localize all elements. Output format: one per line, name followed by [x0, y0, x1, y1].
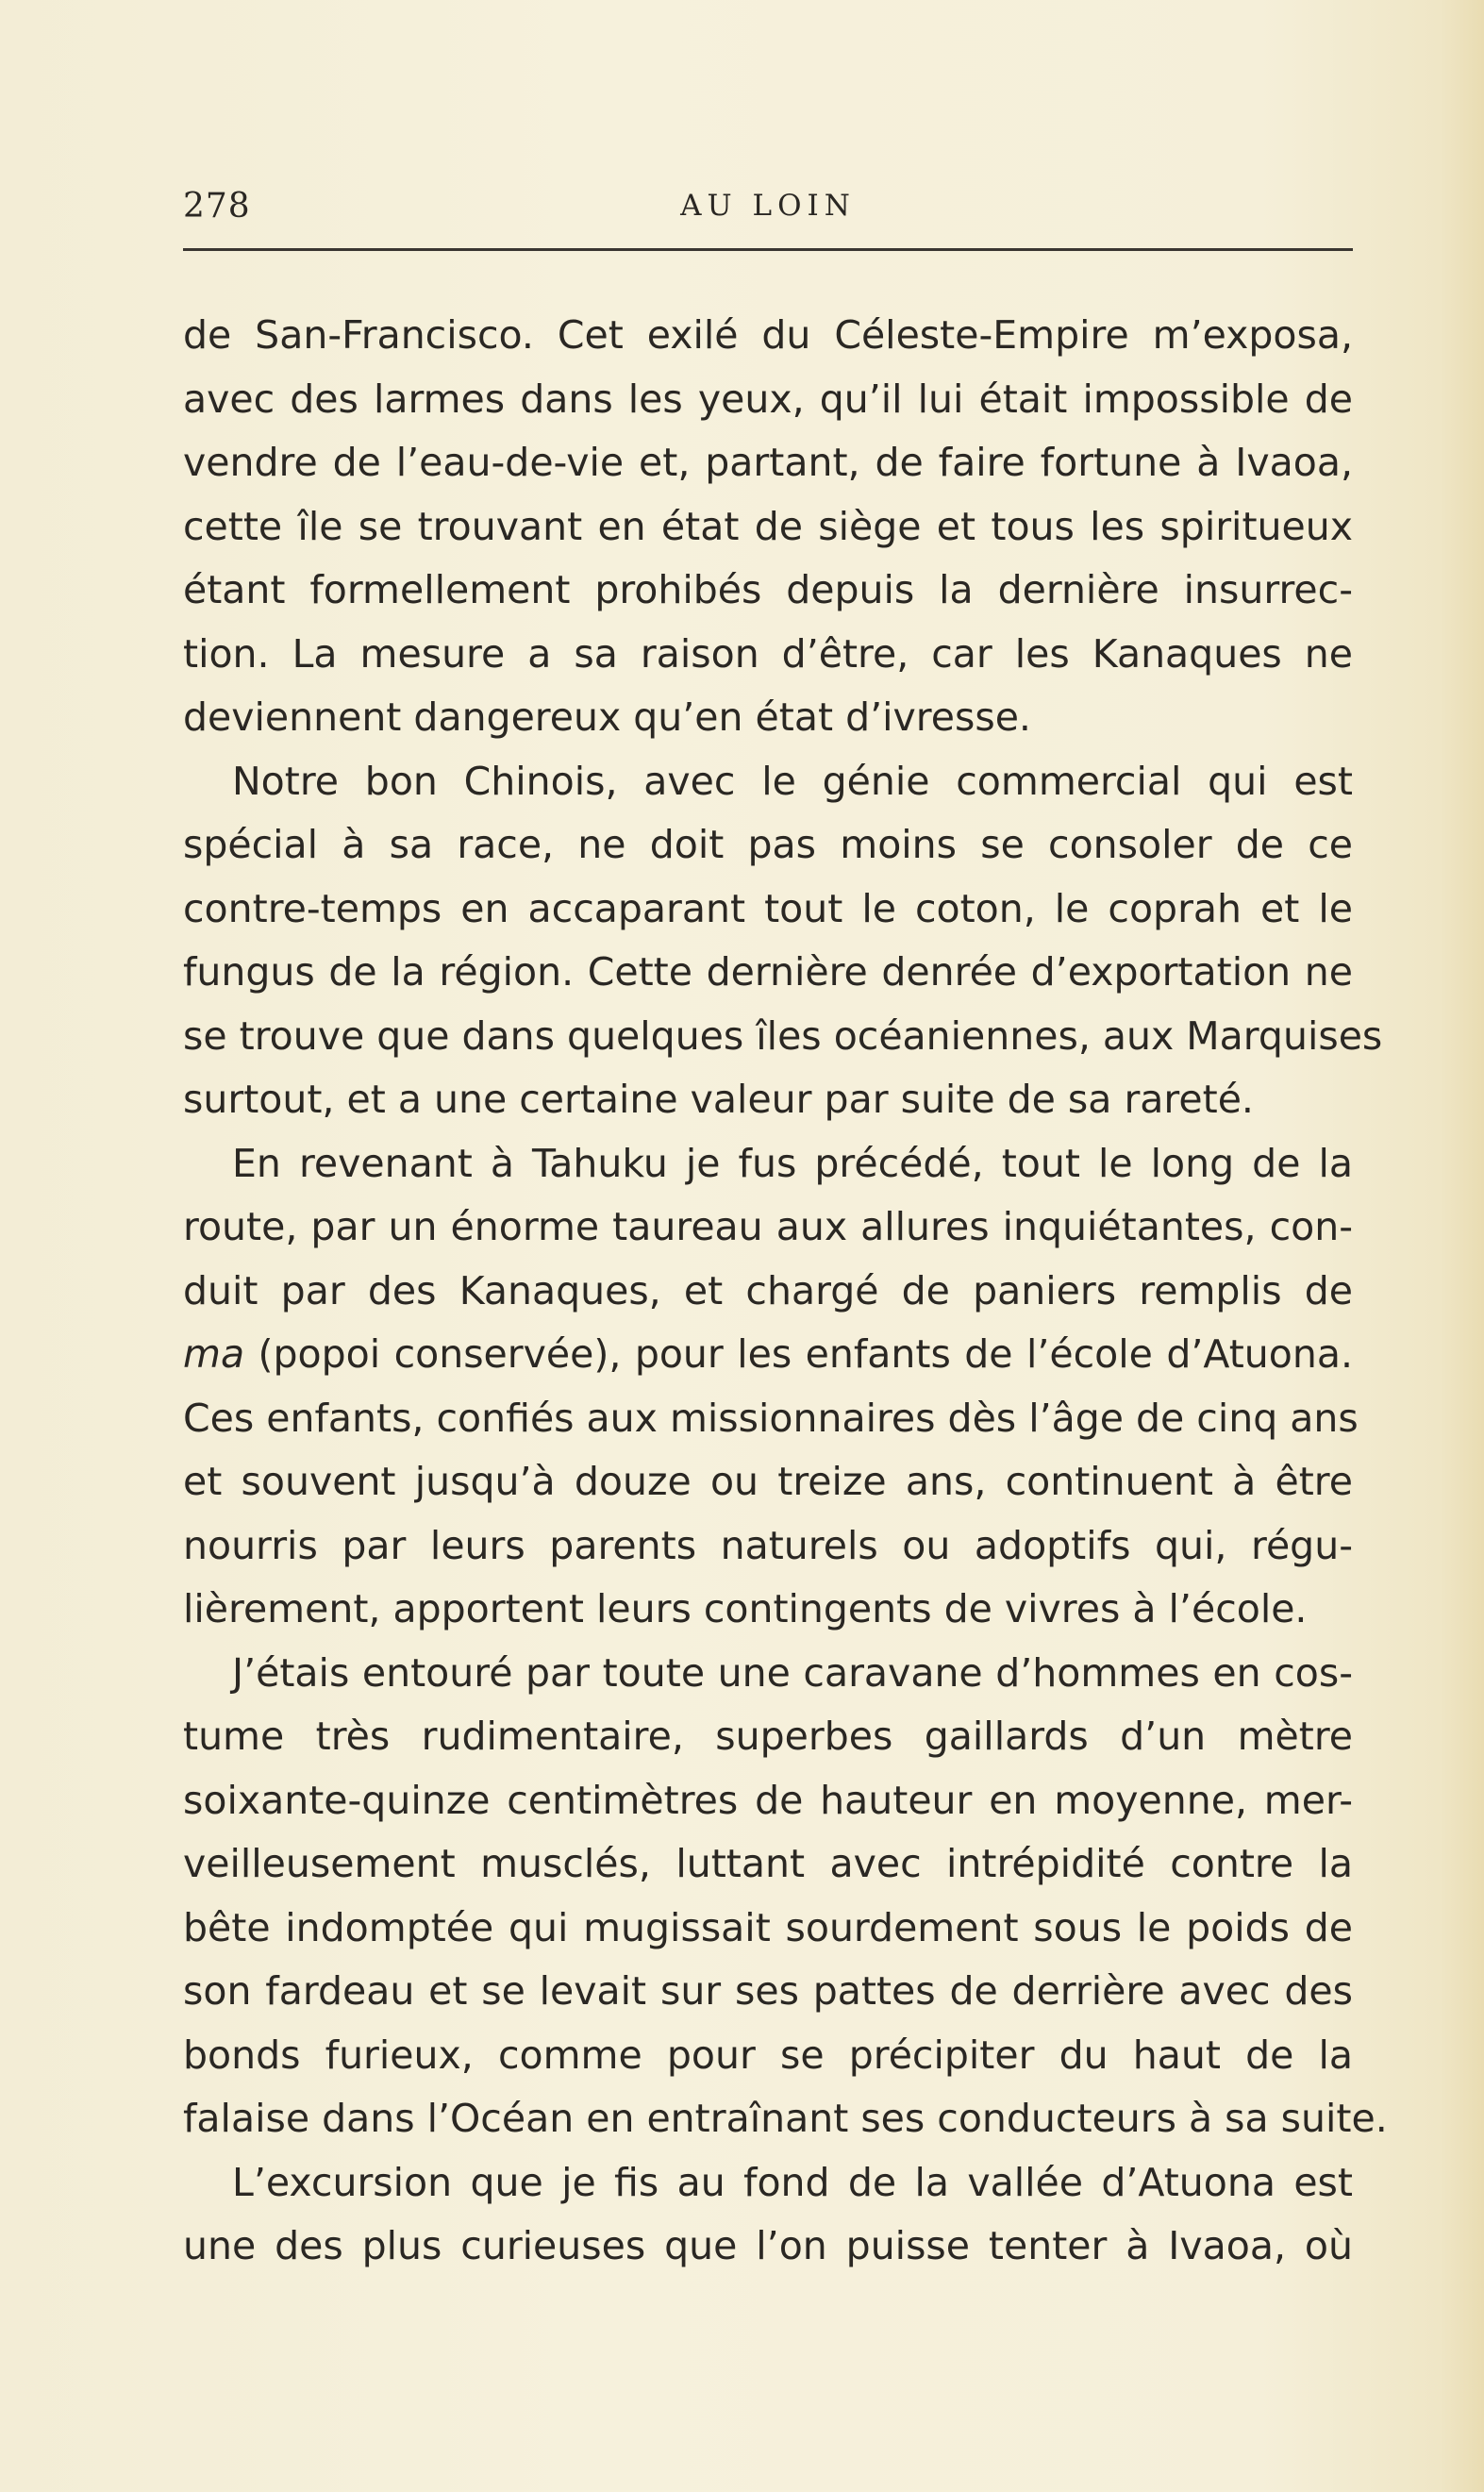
text-line: avec des larmes dans les yeux, qu’il lui était impossible de [183, 376, 1353, 422]
text-line: fungus de la région. Cette dernière denrée d’exportation ne [183, 949, 1353, 995]
text-line: spécial à sa race, ne doit pas moins se consoler de ce [183, 822, 1353, 867]
text-line: falaise dans l’Océan en entraînant ses conducteurs à sa suite. [183, 2096, 1388, 2141]
text-line: se trouve que dans quelques îles océaniennes, aux Marquises [183, 1012, 1383, 1059]
text-line: lièrement, apportent leurs contingents de vivres à l’école. [183, 1586, 1308, 1631]
text-line: et souvent jusqu’à douze ou treize ans, continuent à être [183, 1459, 1353, 1504]
text-line-with-italic [183, 1323, 1353, 1387]
text-line: vendre de l’eau-de-vie et, partant, de faire fortune à Ivaoa, [183, 440, 1353, 485]
text-line: soixante-quinze centimètres de hauteur en moyenne, mer- [183, 1777, 1353, 1823]
italic-word: ma [183, 1331, 245, 1377]
page-header [183, 187, 1353, 234]
text-line: contre-temps en accaparant tout le coton, le coprah et le [183, 885, 1353, 931]
text-line: nourris par leurs parents naturels ou adoptifs qui, régu- [183, 1522, 1353, 1568]
running-title: AU LOIN [680, 189, 856, 223]
text-line: En revenant à Tahuku je fus précédé, tout le long de la [232, 1140, 1353, 1186]
text-line: surtout, et a une certaine valeur par suite de sa rareté. [183, 1077, 1254, 1122]
body-text [183, 304, 1388, 2279]
text-line: son fardeau et se levait sur ses pattes de derrière avec des [183, 1968, 1353, 2014]
text-line: deviennent dangereux qu’en état d’ivresse. [183, 694, 1031, 740]
text-line: veilleusement musclés, luttant avec intrépidité contre la [183, 1841, 1353, 1886]
text-line: Notre bon Chinois, avec le génie commercial qui est [232, 758, 1353, 804]
text-line: route, par un énorme taureau aux allures inquiétantes, con- [183, 1204, 1353, 1249]
text-line: L’excursion que je fis au fond de la vallée d’Atuona est [232, 2159, 1353, 2205]
text-line: bête indomptée qui mugissait sourdement sous le poids de [183, 1904, 1353, 1950]
line-remainder: (popoi conservée), pour les enfants de l’école d’Atuona. [258, 1331, 1353, 1377]
text-line: tion. La mesure a sa raison d’être, car les Kanaques ne [183, 630, 1353, 677]
text-line: une des plus curieuses que l’on puisse tenter à Ivaoa, où [183, 2223, 1353, 2268]
text-line: J’étais entouré par toute une caravane d’hommes en cos- [232, 1649, 1353, 1696]
text-line: étant formellement prohibés depuis la dernière insurrec- [183, 567, 1353, 612]
page-number: 278 [183, 187, 251, 226]
text-line: Ces enfants, confiés aux missionnaires dès l’âge de cinq ans [183, 1395, 1359, 1441]
text-line: cette île se trouvant en état de siège et tous les spiritueux [183, 503, 1353, 549]
header-rule [183, 248, 1353, 251]
text-line: de San-Francisco. Cet exilé du Céleste-Empire m’exposa, [183, 312, 1353, 358]
text-line: tume très rudimentaire, superbes gaillards d’un mètre [183, 1714, 1353, 1759]
text-line: bonds furieux, comme pour se précipiter du haut de la [183, 2032, 1353, 2078]
text-line: duit par des Kanaques, et chargé de paniers remplis de [183, 1267, 1353, 1313]
